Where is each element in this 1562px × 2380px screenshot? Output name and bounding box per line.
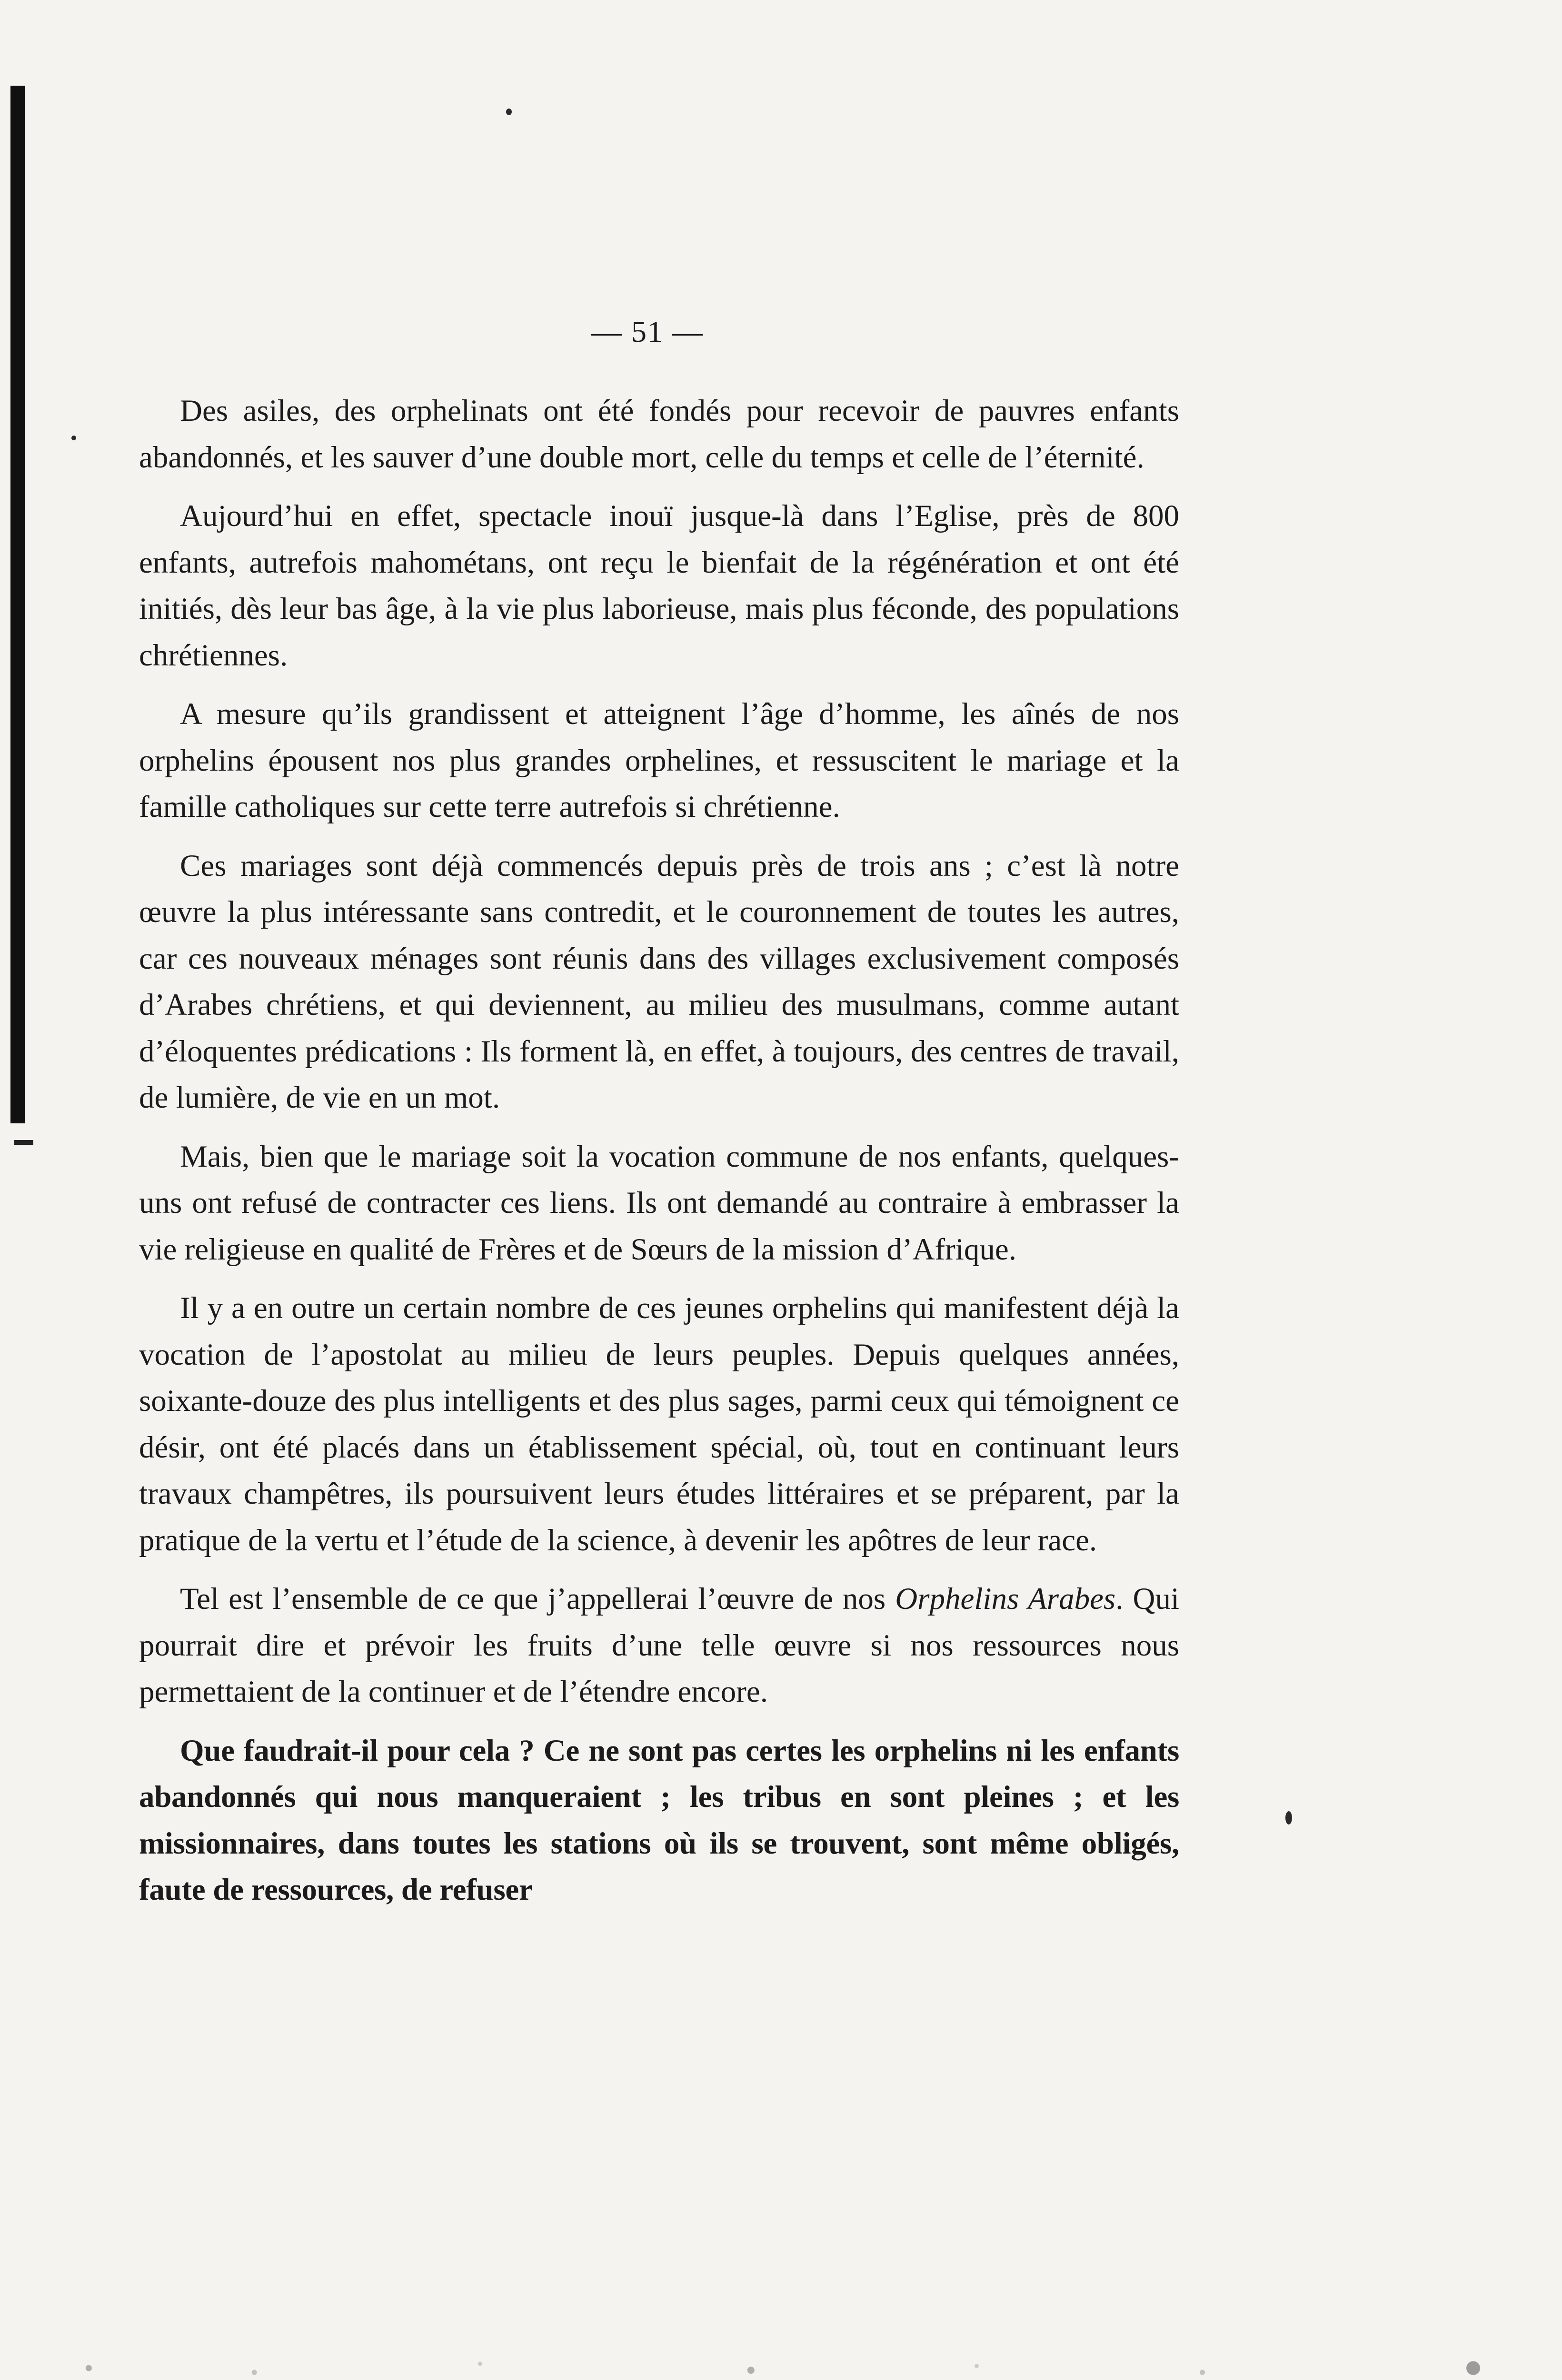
paragraph: Des asiles, des orphelinats ont été fondés pour recevoir de pauvres enfants abandonnés, et les sauver d’une double mort, celle du temps et celle de l’éternité.	[139, 394, 1179, 475]
ink-speck	[506, 109, 512, 115]
text-body	[139, 388, 1179, 1926]
scan-bottom-noise	[29, 2347, 1533, 2380]
italic-title: Orphelins Arabes	[895, 1582, 1116, 1616]
ink-speck	[71, 436, 76, 440]
ink-speck	[1285, 1811, 1292, 1825]
paragraph: Mais, bien que le mariage soit la vocation commune de nos enfants, quelques-uns ont refusé de contracter ces liens. Ils ont demandé au contraire à embrasser la vie religieuse en qualité de Frères et de Sœurs de la mission d’Afrique.	[139, 1139, 1179, 1267]
page-number: — 51 —	[591, 315, 704, 348]
paragraph: Que faudrait-il pour cela ? Ce ne sont pas certes les orphelins ni les enfants abandonnés qui nous manqueraient ; les tribus en sont pleines ; et les missionnaires, dans toutes les stations où ils se trouvent, sont même obligés, faute de ressources, de refuser	[139, 1733, 1179, 1907]
paragraph-text: . Qui pourrait dire et prévoir les fruits d’une telle œuvre si nos ressources nous permettaient de la continuer et de l’étendre encore.	[139, 1582, 1179, 1709]
paragraph: Il y a en outre un certain nombre de ces jeunes orphelins qui manifestent déjà la vocation de l’apostolat au milieu de leurs peuples. Depuis quelques années, soixante-douze des plus intelligents et des plus sages, parmi ceux qui témoignent ce désir, ont été placés dans un établissement spécial, où, tout en continuant leurs travaux champêtres, ils poursuivent leurs études littéraires et se préparent, par la pratique de la vertu et l’étude de la science, à devenir les apôtres de leur race.	[139, 1291, 1179, 1557]
paragraph: A mesure qu’ils grandissent et atteignent l’âge d’homme, les aînés de nos orphelins épousent nos plus grandes orphelines, et ressuscitent le mariage et la famille catholiques sur cette terre autrefois si chrétienne.	[139, 697, 1179, 824]
paragraph: Aujourd’hui en effet, spectacle inouï jusque-là dans l’Eglise, près de 800 enfants, autrefois mahométans, ont reçu le bienfait de la régénération et ont été initiés, dès leur bas âge, à la vie plus laborieuse, mais plus féconde, des populations chrétiennes.	[139, 499, 1179, 673]
scan-edge-left	[10, 86, 25, 1123]
paragraph: Ces mariages sont déjà commencés depuis près de trois ans ; c’est là notre œuvre la plus intéressante sans contredit, et le couronnement de toutes les autres, car ces nouveaux ménages sont réunis dans des villages exclusivement composés d’Arabes chrétiens, et qui deviennent, au milieu des musulmans, comme autant d’éloquentes prédications : Ils forment là, en effet, à toujours, des centres de travail, de lumière, de vie en un mot.	[139, 848, 1179, 1115]
paragraph	[139, 1576, 1179, 1716]
paragraph-text: Tel est l’ensemble de ce que j’appellerai l’œuvre de nos	[180, 1582, 895, 1616]
scan-edge-mark	[14, 1140, 33, 1145]
